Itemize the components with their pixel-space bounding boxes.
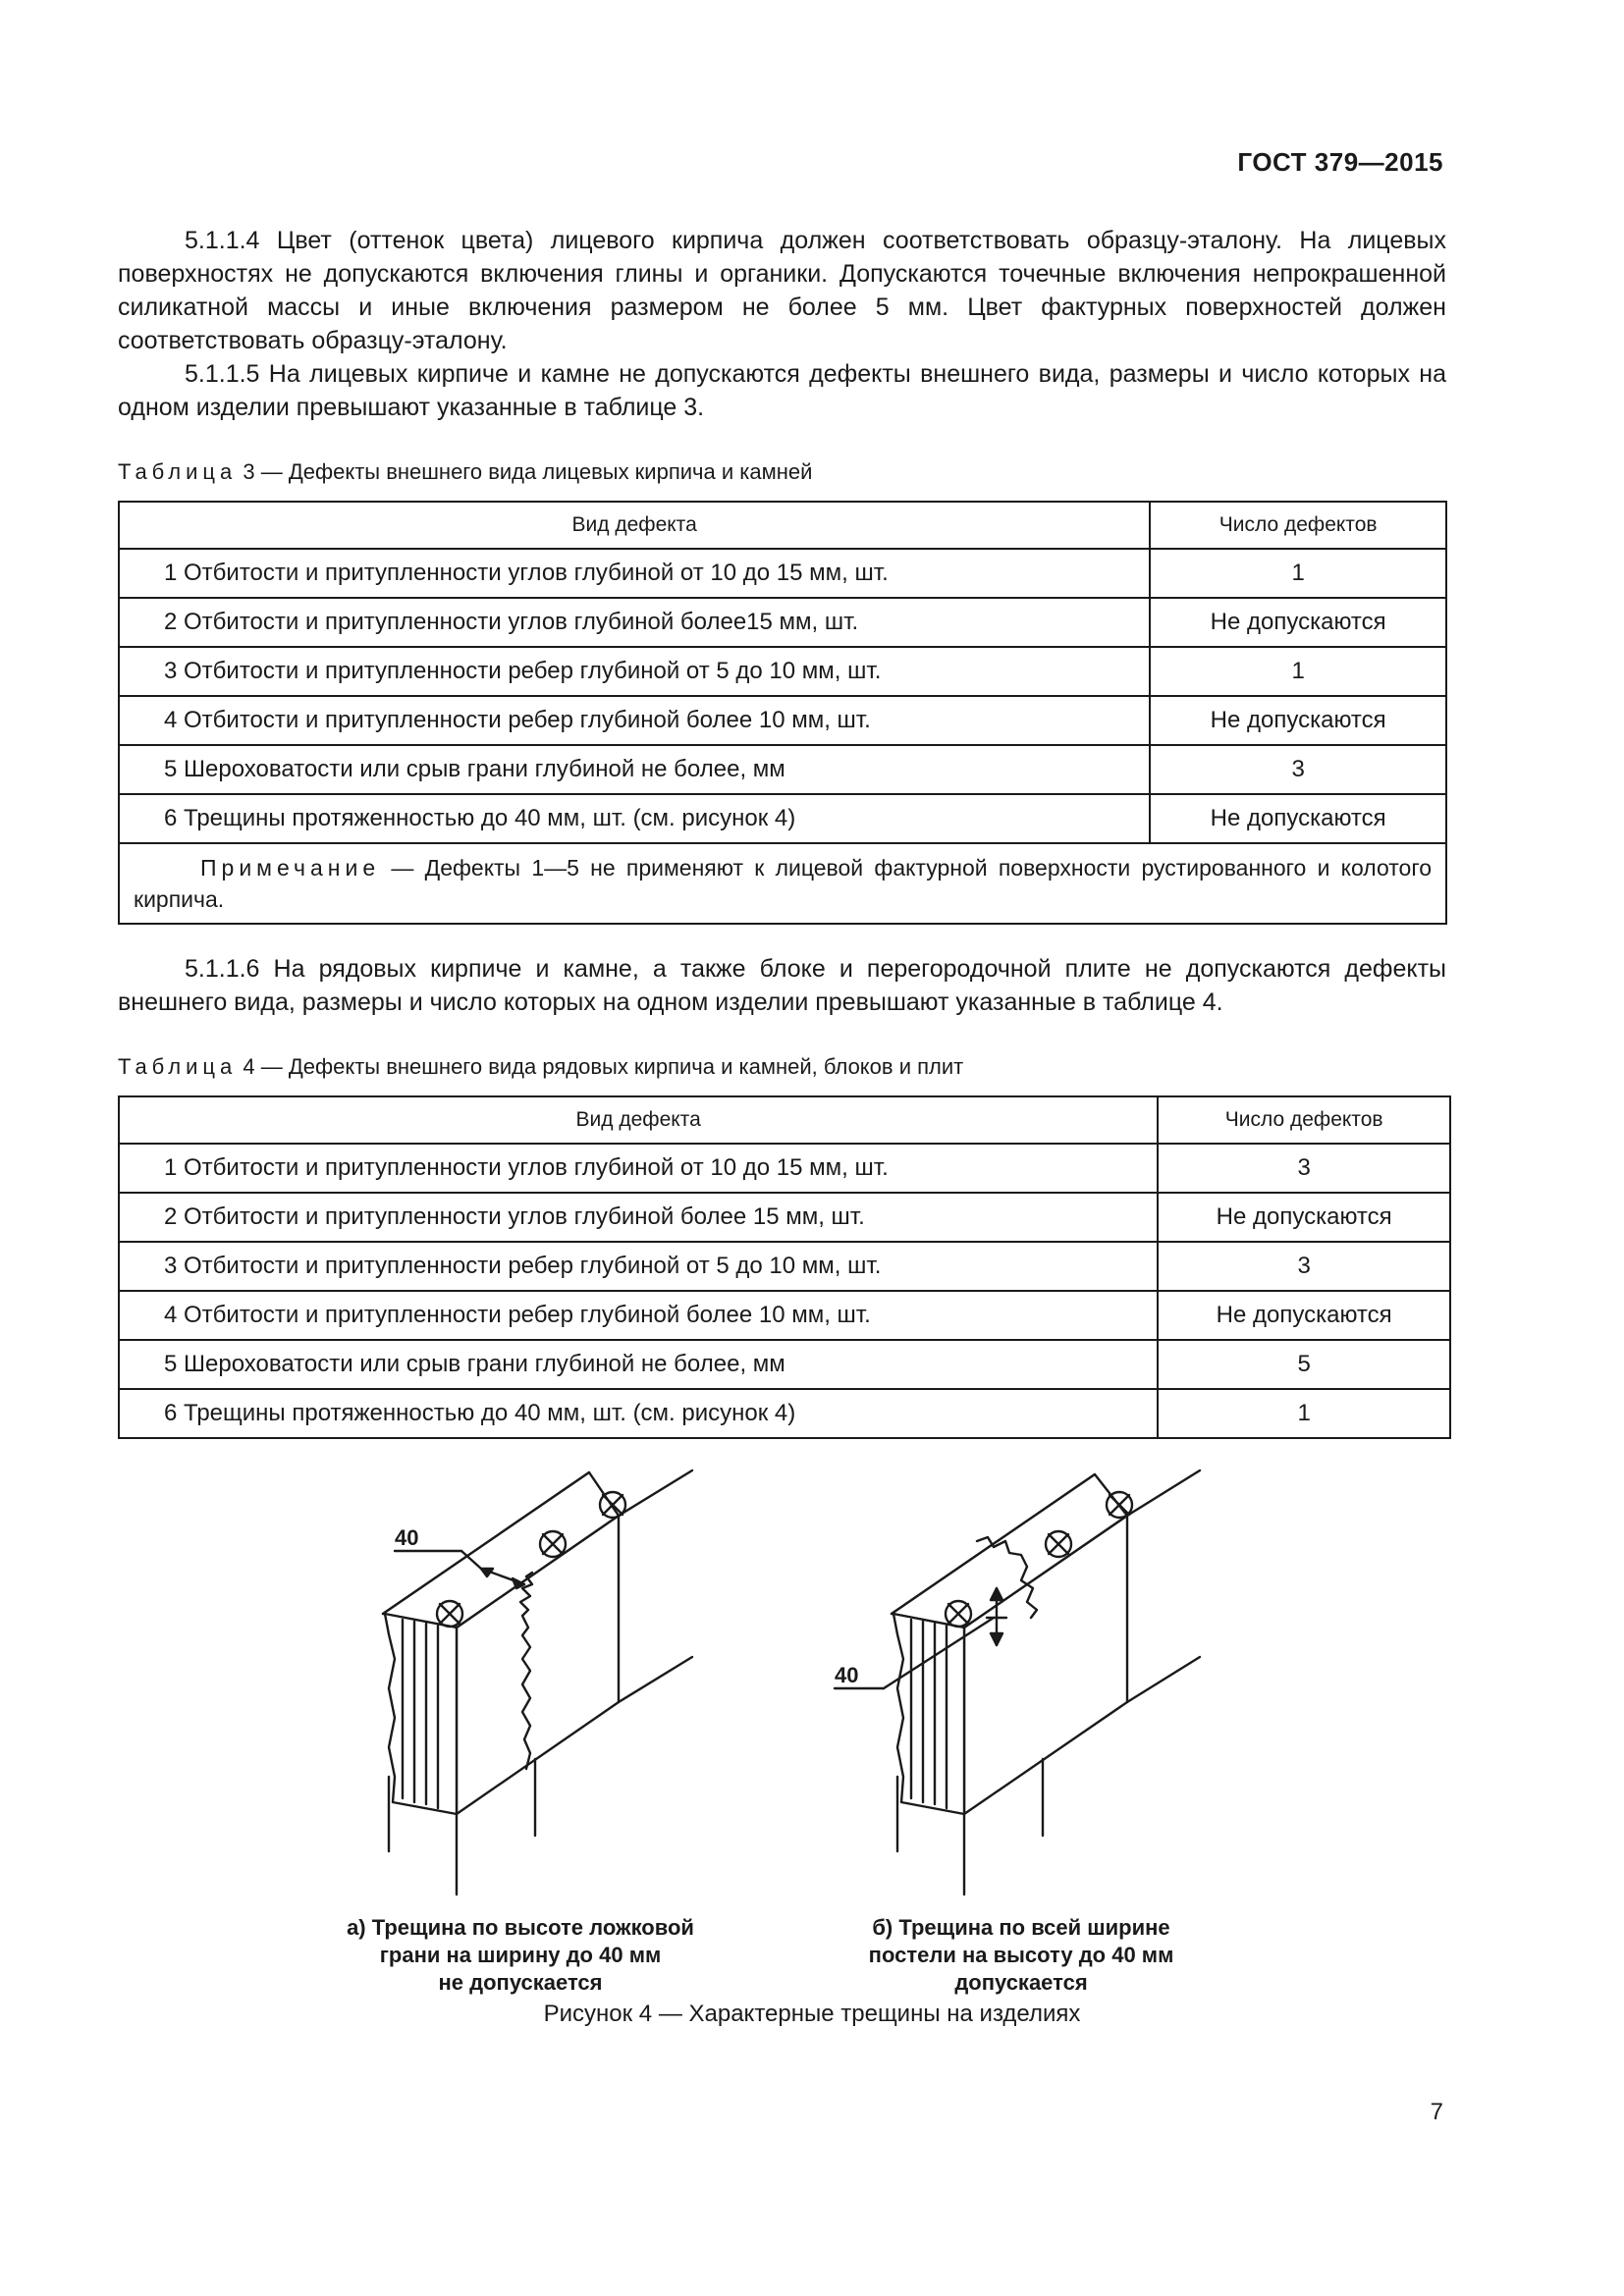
defect-cell: 4 Отбитости и притупленности ребер глубиной более 10 мм, шт. bbox=[119, 696, 1150, 745]
clause-5-1-1-6: 5.1.1.6 На рядовых кирпиче и камне, а также блоке и перегородочной плите не допускаются дефекты внешнего вида, размеры и число которых на одном изделии превышают указанные в таблице 4. bbox=[118, 955, 1446, 1016]
table-row bbox=[119, 1340, 1450, 1389]
defect-cell: 4 Отбитости и притупленности ребер глубиной более 10 мм, шт. bbox=[119, 1291, 1158, 1340]
defect-cell: 3 Отбитости и притупленности ребер глубиной от 5 до 10 мм, шт. bbox=[119, 1242, 1158, 1291]
count-cell: 1 bbox=[1150, 549, 1446, 598]
defect-cell: 6 Трещины протяженностью до 40 мм, шт. (см. рисунок 4) bbox=[119, 1389, 1158, 1438]
table-row bbox=[119, 1193, 1450, 1242]
note-label: Примечание bbox=[200, 855, 381, 881]
table-4-caption-label: Таблица bbox=[118, 1054, 238, 1079]
table-4-header-row bbox=[119, 1096, 1450, 1144]
clause-5-1-1-4: 5.1.1.4 Цвет (оттенок цвета) лицевого кирпича должен соответствовать образцу-эталону. На лицевых поверхностях не допускаются включения глины и органики. Допускаются точечные включения непрокрашенной силикатной массы и иные включения размером не более 5 мм. Цвет фактурных поверхностей должен соответствовать образцу-эталону. bbox=[118, 227, 1446, 354]
defect-cell: 1 Отбитости и притупленности углов глубиной от 10 до 15 мм, шт. bbox=[119, 1144, 1158, 1193]
count-cell: Не допускаются bbox=[1150, 696, 1446, 745]
table-3-note bbox=[119, 843, 1446, 924]
table-4-col-count: Число дефектов bbox=[1158, 1096, 1450, 1144]
clause-5-1-1-5: 5.1.1.5 На лицевых кирпиче и камне не допускаются дефекты внешнего вида, размеры и число которых на одном изделии превышают указанные в таблице 3. bbox=[118, 360, 1446, 421]
count-cell: Не допускаются bbox=[1158, 1193, 1450, 1242]
table-row bbox=[119, 794, 1446, 843]
caption-line: постели на высоту до 40 мм bbox=[868, 1943, 1174, 1967]
table-row bbox=[119, 598, 1446, 647]
table-row bbox=[119, 1389, 1450, 1438]
defect-cell: 6 Трещины протяженностью до 40 мм, шт. (см. рисунок 4) bbox=[119, 794, 1150, 843]
document-id: ГОСТ 379—2015 bbox=[1237, 147, 1443, 177]
figure-4a-caption bbox=[334, 1914, 707, 1997]
table-4-caption bbox=[118, 1054, 963, 1080]
caption-line: грани на ширину до 40 мм bbox=[379, 1943, 662, 1967]
note-text: — Дефекты 1—5 не применяют к лицевой фактурной поверхности рустированного и колотого кирпича. bbox=[134, 855, 1432, 912]
table-row bbox=[119, 549, 1446, 598]
table-row bbox=[119, 745, 1446, 794]
table-row bbox=[119, 647, 1446, 696]
figure-4b-caption bbox=[835, 1914, 1208, 1997]
caption-line: а) Трещина по высоте ложковой bbox=[347, 1915, 694, 1940]
defect-cell: 5 Шероховатости или срыв грани глубиной не более, мм bbox=[119, 745, 1150, 794]
count-cell: Не допускаются bbox=[1150, 794, 1446, 843]
dimension-label-a: 40 bbox=[395, 1525, 419, 1550]
table-row bbox=[119, 1144, 1450, 1193]
table-3-caption-label: Таблица bbox=[118, 459, 238, 484]
count-cell: 3 bbox=[1158, 1144, 1450, 1193]
defect-cell: 1 Отбитости и притупленности углов глубиной от 10 до 15 мм, шт. bbox=[119, 549, 1150, 598]
table-row bbox=[119, 1291, 1450, 1340]
count-cell: 3 bbox=[1158, 1242, 1450, 1291]
count-cell: 1 bbox=[1158, 1389, 1450, 1438]
table-row bbox=[119, 696, 1446, 745]
caption-line: не допускается bbox=[438, 1970, 603, 1995]
table-row bbox=[119, 1242, 1450, 1291]
table-3-col-count: Число дефектов bbox=[1150, 502, 1446, 549]
table-3-col-defect: Вид дефекта bbox=[119, 502, 1150, 549]
caption-line: б) Трещина по всей ширине bbox=[872, 1915, 1170, 1940]
figure-4-drawing bbox=[0, 1453, 1624, 1944]
table-4-col-defect: Вид дефекта bbox=[119, 1096, 1158, 1144]
table-3-caption bbox=[118, 459, 812, 485]
table-4 bbox=[118, 1095, 1451, 1439]
count-cell: Не допускаются bbox=[1158, 1291, 1450, 1340]
defect-cell: 3 Отбитости и притупленности ребер глубиной от 5 до 10 мм, шт. bbox=[119, 647, 1150, 696]
count-cell: Не допускаются bbox=[1150, 598, 1446, 647]
count-cell: 5 bbox=[1158, 1340, 1450, 1389]
table-3-header-row bbox=[119, 502, 1446, 549]
table-3 bbox=[118, 501, 1447, 925]
defect-cell: 2 Отбитости и притупленности углов глубиной более15 мм, шт. bbox=[119, 598, 1150, 647]
figure-4-caption: Рисунок 4 — Характерные трещины на изделиях bbox=[543, 2001, 1081, 2027]
caption-line: допускается bbox=[954, 1970, 1088, 1995]
brick-b bbox=[835, 1470, 1200, 1895]
count-cell: 1 bbox=[1150, 647, 1446, 696]
count-cell: 3 bbox=[1150, 745, 1446, 794]
page-number: 7 bbox=[1430, 2099, 1443, 2125]
defect-cell: 2 Отбитости и притупленности углов глубиной более 15 мм, шт. bbox=[119, 1193, 1158, 1242]
table-4-caption-text: 4 — Дефекты внешнего вида рядовых кирпича и камней, блоков и плит bbox=[243, 1054, 964, 1079]
brick-a bbox=[383, 1470, 692, 1895]
table-3-caption-text: 3 — Дефекты внешнего вида лицевых кирпича и камней bbox=[243, 459, 813, 484]
table-3-note-row bbox=[119, 843, 1446, 924]
defect-cell: 5 Шероховатости или срыв грани глубиной не более, мм bbox=[119, 1340, 1158, 1389]
dimension-label-b: 40 bbox=[835, 1663, 859, 1687]
